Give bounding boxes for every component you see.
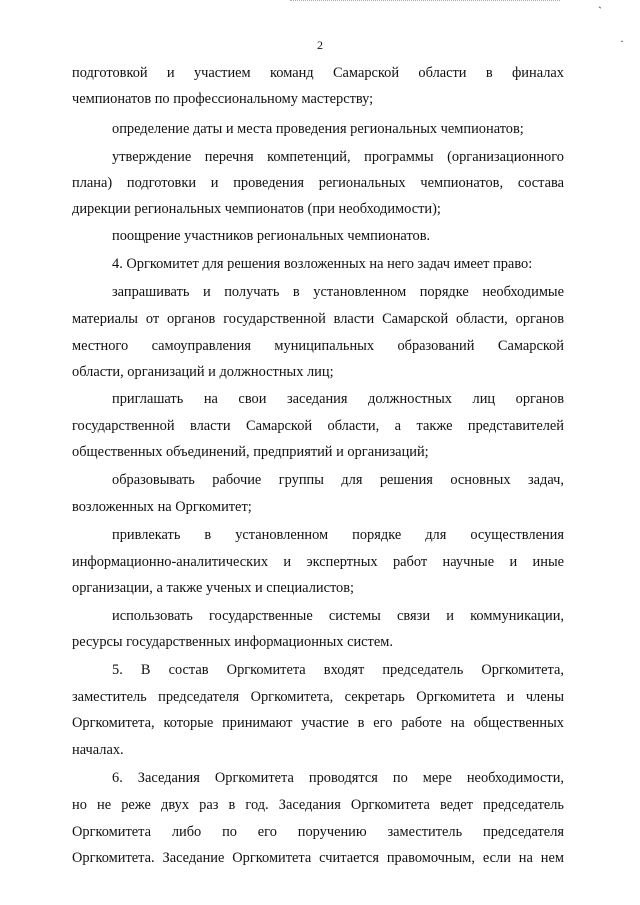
paragraph-line: 4. Оргкомитет для решения возложенных на него задач имеет право: (112, 256, 533, 272)
scan-mark: · (620, 34, 624, 48)
paragraph-line: образовывать рабочие группы для решения основных задач, (112, 472, 564, 488)
scan-edge-line (290, 0, 560, 3)
paragraph-line: началах. (72, 742, 124, 758)
paragraph-line: государственной власти Самарской области, а также представителей (72, 418, 564, 434)
paragraph-line: использовать государственные системы связи и коммуникации, (112, 608, 564, 624)
paragraph-line: утверждение перечня компетенций, программы (организационного (112, 149, 564, 165)
paragraph-line: но не реже двух раз в год. Заседания Оргкомитета ведет председатель (72, 797, 564, 813)
paragraph-line: поощрение участников региональных чемпионатов. (112, 228, 431, 244)
scan-mark: ˋ (598, 4, 602, 18)
paragraph-line: привлекать в установленном порядке для осуществления (112, 527, 564, 543)
paragraph-line: организации, а также ученых и специалистов; (72, 580, 355, 596)
paragraph-line: дирекции региональных чемпионатов (при необходимости); (72, 201, 441, 217)
paragraph-line: общественных объединений, предприятий и организаций; (72, 444, 429, 460)
paragraph-line: Оргкомитета, которые принимают участие в его работе на общественных (72, 715, 564, 731)
paragraph-line: 6. Заседания Оргкомитета проводятся по мере необходимости, (112, 770, 564, 786)
page-number: 2 (317, 38, 323, 52)
paragraph-line: запрашивать и получать в установленном порядке необходимые (112, 284, 564, 300)
paragraph-line: определение даты и места проведения региональных чемпионатов; (112, 121, 524, 137)
paragraph-line: плана) подготовки и проведения региональных чемпионатов, состава (72, 175, 564, 191)
paragraph-line: области, организаций и должностных лиц; (72, 364, 334, 380)
paragraph-line: чемпионатов по профессиональному мастерству; (72, 91, 374, 107)
paragraph-line: приглашать на свои заседания должностных лиц органов (112, 391, 564, 407)
paragraph-line: заместитель председателя Оргкомитета, секретарь Оргкомитета и члены (72, 689, 564, 705)
paragraph-line: местного самоуправления муниципальных образований Самарской (72, 338, 564, 354)
paragraph-line: Оргкомитета. Заседание Оргкомитета считается правомочным, если на нем (72, 850, 564, 866)
paragraph-line: информационно-аналитических и экспертных работ научные и иные (72, 554, 564, 570)
paragraph-line: 5. В состав Оргкомитета входят председатель Оргкомитета, (112, 662, 564, 678)
paragraph-line: ресурсы государственных информационных систем. (72, 634, 393, 650)
paragraph-line: Оргкомитета либо по его поручению заместитель председателя (72, 824, 564, 840)
paragraph-line: подготовкой и участием команд Самарской области в финалах (72, 65, 564, 81)
paragraph-line: возложенных на Оргкомитет; (72, 499, 252, 515)
paragraph-line: материалы от органов государственной власти Самарской области, органов (72, 311, 564, 327)
